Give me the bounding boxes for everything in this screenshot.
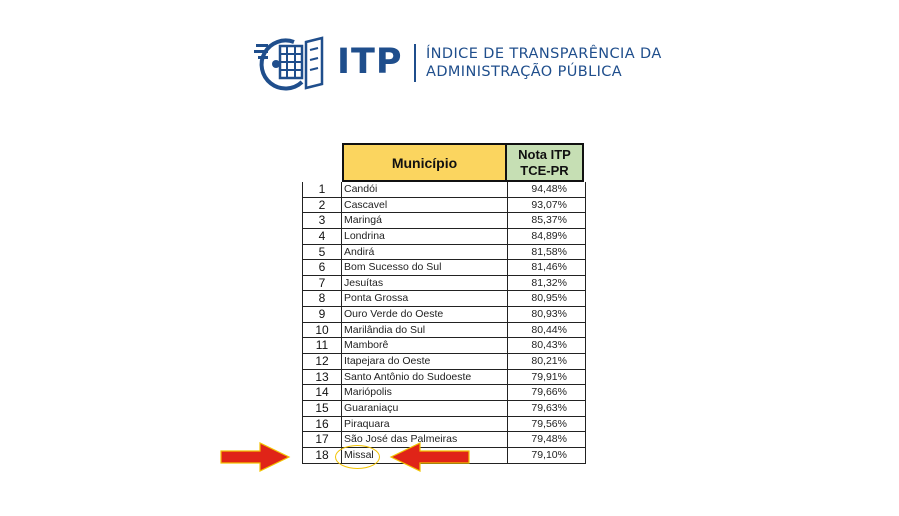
score-cell: 79,48% — [507, 432, 585, 447]
rank-cell: 4 — [303, 229, 342, 244]
municipio-cell: Ponta Grossa — [344, 292, 409, 305]
itp-logo — [252, 34, 662, 92]
table-row — [303, 323, 585, 339]
municipio-cell: Ouro Verde do Oeste — [344, 308, 444, 321]
score-cell: 80,21% — [507, 354, 585, 369]
table-row — [303, 370, 585, 386]
municipio-cell: Maringá — [344, 214, 382, 227]
rank-cell: 11 — [303, 338, 342, 353]
rank-cell: 5 — [303, 245, 342, 260]
score-cell: 81,32% — [507, 276, 585, 291]
arrow-left-icon — [388, 440, 472, 474]
rank-cell: 10 — [303, 323, 342, 338]
header-municipio: Município — [342, 143, 507, 182]
score-cell: 81,58% — [507, 245, 585, 260]
municipio-cell: Guaraniaçu — [344, 401, 399, 414]
rank-cell: 13 — [303, 370, 342, 385]
table-row — [303, 245, 585, 261]
municipio-cell: Cascavel — [344, 198, 388, 211]
rank-cell: 1 — [303, 182, 342, 197]
table-row — [303, 229, 585, 245]
table-row — [303, 213, 585, 229]
highlight-circle — [335, 445, 380, 469]
score-cell: 79,66% — [507, 385, 585, 400]
municipio-cell: Bom Sucesso do Sul — [344, 261, 442, 274]
logo-divider — [414, 44, 416, 82]
rank-cell: 14 — [303, 385, 342, 400]
score-cell: 94,48% — [507, 182, 585, 197]
table-body — [302, 182, 586, 464]
rank-cell: 7 — [303, 276, 342, 291]
score-cell: 84,89% — [507, 229, 585, 244]
rank-cell: 8 — [303, 291, 342, 306]
rank-cell: 6 — [303, 260, 342, 275]
municipio-cell: Londrina — [344, 229, 385, 242]
score-cell: 80,44% — [507, 323, 585, 338]
score-cell: 80,95% — [507, 291, 585, 306]
table-row — [303, 260, 585, 276]
score-cell: 79,10% — [507, 448, 585, 463]
arrow-right-icon — [218, 440, 292, 474]
score-cell: 81,46% — [507, 260, 585, 275]
table-row — [303, 182, 585, 198]
municipio-cell: São José das Palmeiras — [344, 433, 458, 446]
brand-subtitle — [426, 45, 662, 81]
municipio-cell: Piraquara — [344, 417, 390, 430]
table-row — [303, 198, 585, 214]
score-cell: 93,07% — [507, 198, 585, 213]
municipio-cell: Candói — [344, 183, 378, 195]
score-cell: 80,43% — [507, 338, 585, 353]
header-nota-line2: TCE-PR — [520, 162, 569, 178]
municipio-cell: Santo Antônio do Sudoeste — [344, 370, 472, 383]
header-nota-line1: Nota ITP — [518, 146, 571, 162]
score-cell: 79,91% — [507, 370, 585, 385]
rank-cell: 9 — [303, 307, 342, 322]
rank-cell: 2 — [303, 198, 342, 213]
rank-cell: 18 — [303, 448, 342, 463]
municipio-cell: Itapejara do Oeste — [344, 355, 431, 368]
brand-name: ITP — [337, 42, 403, 82]
score-cell: 79,56% — [507, 417, 585, 432]
rank-cell: 15 — [303, 401, 342, 416]
table-row — [303, 338, 585, 354]
table-row — [303, 354, 585, 370]
building-document-icon — [252, 34, 330, 92]
rank-cell: 3 — [303, 213, 342, 228]
table-row — [303, 417, 585, 433]
rank-cell: 12 — [303, 354, 342, 369]
score-cell: 79,63% — [507, 401, 585, 416]
rank-cell: 17 — [303, 432, 342, 447]
header-nota-itp — [507, 143, 584, 182]
table-row — [303, 291, 585, 307]
municipio-cell: Mamborê — [344, 339, 389, 352]
table-row — [303, 401, 585, 417]
municipio-cell: Jesuítas — [344, 276, 384, 289]
municipio-cell: Marilândia do Sul — [344, 323, 426, 336]
table-row — [303, 307, 585, 323]
municipio-cell: Mariópolis — [344, 386, 392, 399]
table-row — [303, 385, 585, 401]
brand-subtitle-line1: ÍNDICE DE TRANSPARÊNCIA DA — [426, 46, 662, 62]
score-cell: 80,93% — [507, 307, 585, 322]
municipio-cell: Missal — [344, 448, 374, 461]
brand-subtitle-line2: ADMINISTRAÇÃO PÚBLICA — [426, 64, 623, 80]
municipio-cell: Andirá — [344, 245, 375, 258]
rank-cell: 16 — [303, 417, 342, 432]
score-cell: 85,37% — [507, 213, 585, 228]
table-row — [303, 276, 585, 292]
